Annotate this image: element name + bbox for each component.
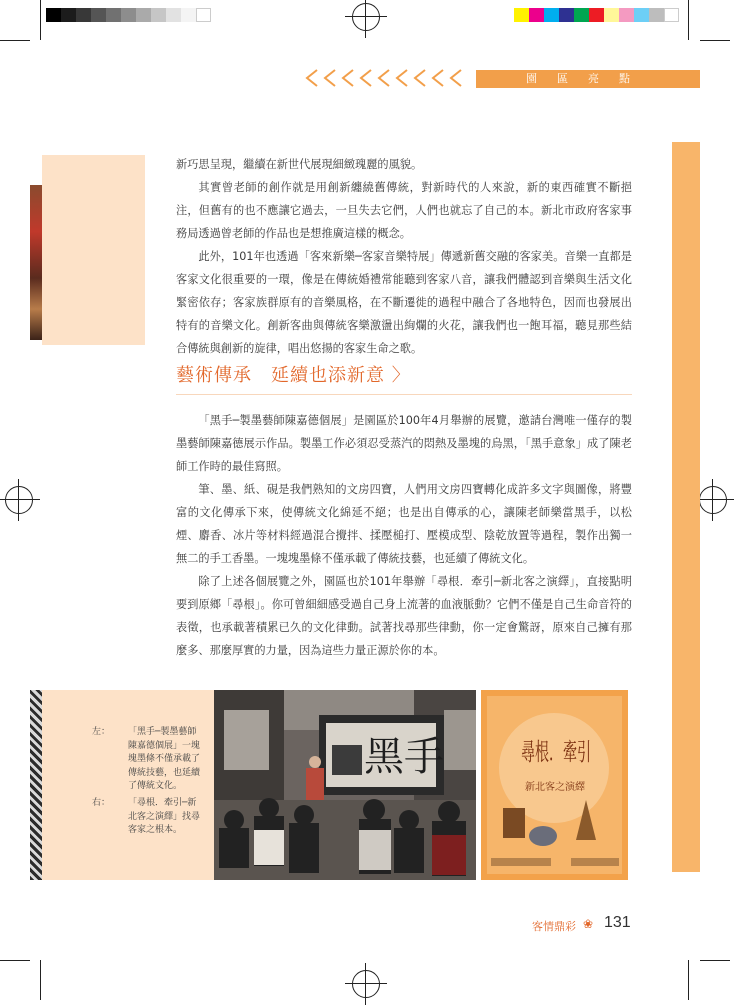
caption-left xyxy=(92,726,204,794)
footer-label: 客情鼎彩 xyxy=(532,920,576,933)
section-label: 園區亮點 xyxy=(476,70,700,88)
paragraph: 除了上述各個展覽之外，園區也於101年舉辦「尋根．牽引─新北客之演繹」，直接點明要到原鄉「尋根」。你可曾細細感受過自己身上流著的血液脈動？它們不僅是自己生命音符的表徵，也承載著積累已久的文化律動。試著找尋那些律動，你一定會驚訝，原來自己擁有那麼多、那麼厚實的力量，因為這些力量正源於你的本。 xyxy=(176,575,632,657)
flower-icon: ❀ xyxy=(583,917,594,931)
caption-label: 左： xyxy=(92,727,111,737)
poster-title: 尋根．牽引 xyxy=(521,738,591,766)
paragraph: 此外，101年也透過「客來新樂─客家音樂特展」傳遞新舊交融的客家美。音樂一直都是客家文化很重要的一環，像是在傳統婚禮常能聽到客家八音，讓我們體認到音樂與生活文化緊密依存；客家族群原有的音樂風格，在不斷遷徙的過程中融合了各地特色，因而也發展出特有的音樂文化。創新客曲與傳統客樂激盪出絢爛的火花，讓我們也一飽耳福，聽見那些結合傳統與創新的旋律，唱出悠揚的客家生命之歌。 xyxy=(176,250,632,355)
poster-subtitle: 新北客之演繹 xyxy=(525,782,585,793)
left-photo-strip xyxy=(30,185,42,340)
paragraph: 其實曾老師的創作就是用創新纏繞舊傳統，對新時代的人來說，新的東西確實不斷挹注，但舊有的也不應讓它過去，一旦失去它們，人們也就忘了自己的本。新北市政府客家事務局透過曾老師的作品也是想推廣這樣的概念。 xyxy=(176,181,632,240)
paragraph: 新巧思呈現，繼續在新世代展現細緻瑰麗的風貌。 xyxy=(176,158,423,171)
left-accent-block xyxy=(42,155,152,345)
left-photo-strip-lower xyxy=(30,690,42,880)
paragraph: 筆、墨、紙、硯是我們熟知的文房四寶，人們用文房四寶轉化成許多文字與圖像，將豐富的文化傳承下來，使傳統文化綿延不絕；也是出自傳承的心，讓陳老師樂當黑手，以松煙、麝香、冰片等材料經過混合攪拌、揉壓槌打、壓模成型、陰乾放置等過程，製作出獨一無二的手工香墨。一塊塊墨條不僅承載了傳統技藝，也延續了傳統文化。 xyxy=(176,483,632,565)
article-body-top xyxy=(176,153,632,360)
caption-text: 「黑手─製墨藝師陳嘉德個展」一塊塊墨條不僅承載了傳統技藝，也延續了傳統文化。 xyxy=(128,727,201,791)
paragraph: 「黑手─製墨藝師陳嘉德個展」是園區於100年4月舉辦的展覽，邀請台灣唯一僅存的製墨藝師陳嘉德展示作品。製墨工作必須忍受蒸汽的悶熱及墨塊的烏黑，「黑手意象」成了陳老師工作時的最佳寫照。 xyxy=(176,414,632,473)
banner-text: 黑手 xyxy=(364,734,444,780)
article-body-bottom xyxy=(176,409,632,662)
caption-text: 「尋根．牽引─新北客之演繹」找尋客家之根本。 xyxy=(128,798,201,835)
page-number: 131 xyxy=(604,914,631,931)
chevron-decoration xyxy=(305,67,475,89)
caption-right xyxy=(92,797,204,838)
right-accent-bar xyxy=(672,142,700,872)
heading-divider xyxy=(176,394,632,395)
caption-label: 右： xyxy=(92,798,111,808)
event-poster-photo xyxy=(481,690,628,880)
exhibition-photo xyxy=(214,690,476,880)
section-heading: 藝術傳承 延續也添新意 〉 xyxy=(176,365,411,386)
